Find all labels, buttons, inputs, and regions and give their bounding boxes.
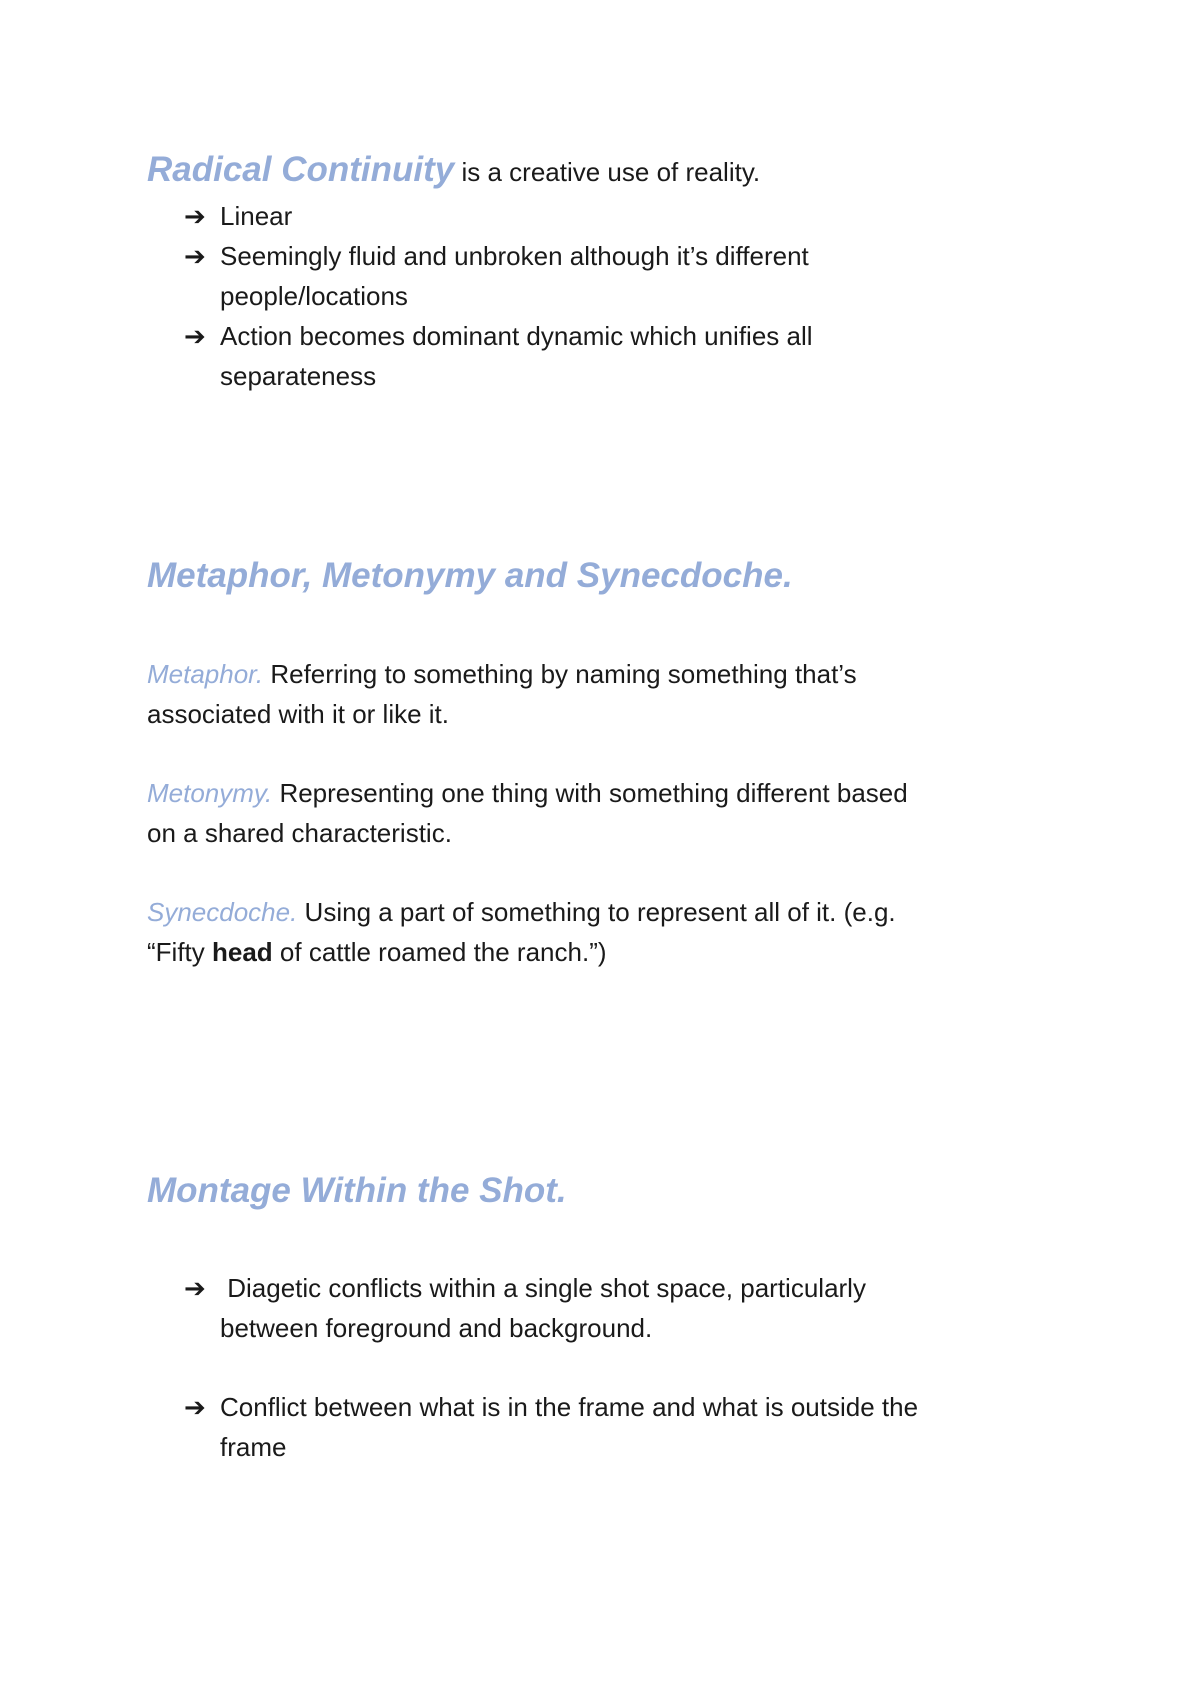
bullet-continuation: separateness	[220, 361, 377, 391]
synecdoche-term: Synecdoche.	[147, 897, 298, 927]
metonymy-term: Metonymy.	[147, 778, 273, 808]
bullet-continuation: people/locations	[220, 281, 408, 311]
heading-metaphor-metonymy-synecdoche: Metaphor, Metonymy and Synecdoche.	[147, 556, 793, 595]
bullet-text: Diagetic conflicts within a single shot space, particularly	[220, 1273, 866, 1303]
arrow-icon: ➔	[184, 201, 206, 231]
metaphor-term: Metaphor.	[147, 659, 264, 689]
metonymy-line-1	[147, 773, 908, 813]
synecdoche-line-2	[147, 932, 607, 972]
bullet-seemingly-fluid	[184, 236, 809, 276]
radical-continuity-line	[147, 150, 760, 192]
bullet-diagetic-conflicts	[184, 1268, 866, 1308]
bullet-frame-conflict	[184, 1387, 918, 1427]
metonymy-definition: Representing one thing with something different based	[272, 778, 908, 808]
metaphor-line-1	[147, 654, 857, 694]
bullet-text: Linear	[220, 201, 293, 231]
bullet-action	[184, 316, 813, 356]
heading-montage-within-the-shot: Montage Within the Shot.	[147, 1171, 567, 1210]
metonymy-line-2: on a shared characteristic.	[147, 818, 452, 848]
bullet-continuation: between foreground and background.	[220, 1313, 653, 1343]
arrow-icon: ➔	[184, 241, 206, 271]
bullet-text: Conflict between what is in the frame and what is outside the	[220, 1392, 919, 1422]
arrow-icon: ➔	[184, 1392, 206, 1422]
synecdoche-line-1	[147, 892, 896, 932]
metaphor-definition: Referring to something by naming something that’s	[263, 659, 857, 689]
radical-continuity-term: Radical Continuity	[147, 150, 455, 189]
bullet-text: Seemingly fluid and unbroken although it’s different	[220, 241, 809, 271]
radical-continuity-definition: is a creative use of reality.	[454, 157, 761, 187]
synecdoche-example-start: “Fifty	[147, 937, 212, 967]
synecdoche-example-bold: head	[212, 937, 273, 967]
synecdoche-example-end: of cattle roamed the ranch.”)	[272, 937, 607, 967]
metaphor-line-2: associated with it or like it.	[147, 699, 450, 729]
bullet-text: Action becomes dominant dynamic which unifies all	[220, 321, 813, 351]
synecdoche-definition: Using a part of something to represent all of it. (e.g.	[297, 897, 896, 927]
bullet-linear	[184, 196, 292, 236]
arrow-icon: ➔	[184, 321, 206, 351]
arrow-icon: ➔	[184, 1273, 206, 1303]
bullet-continuation: frame	[220, 1432, 287, 1462]
